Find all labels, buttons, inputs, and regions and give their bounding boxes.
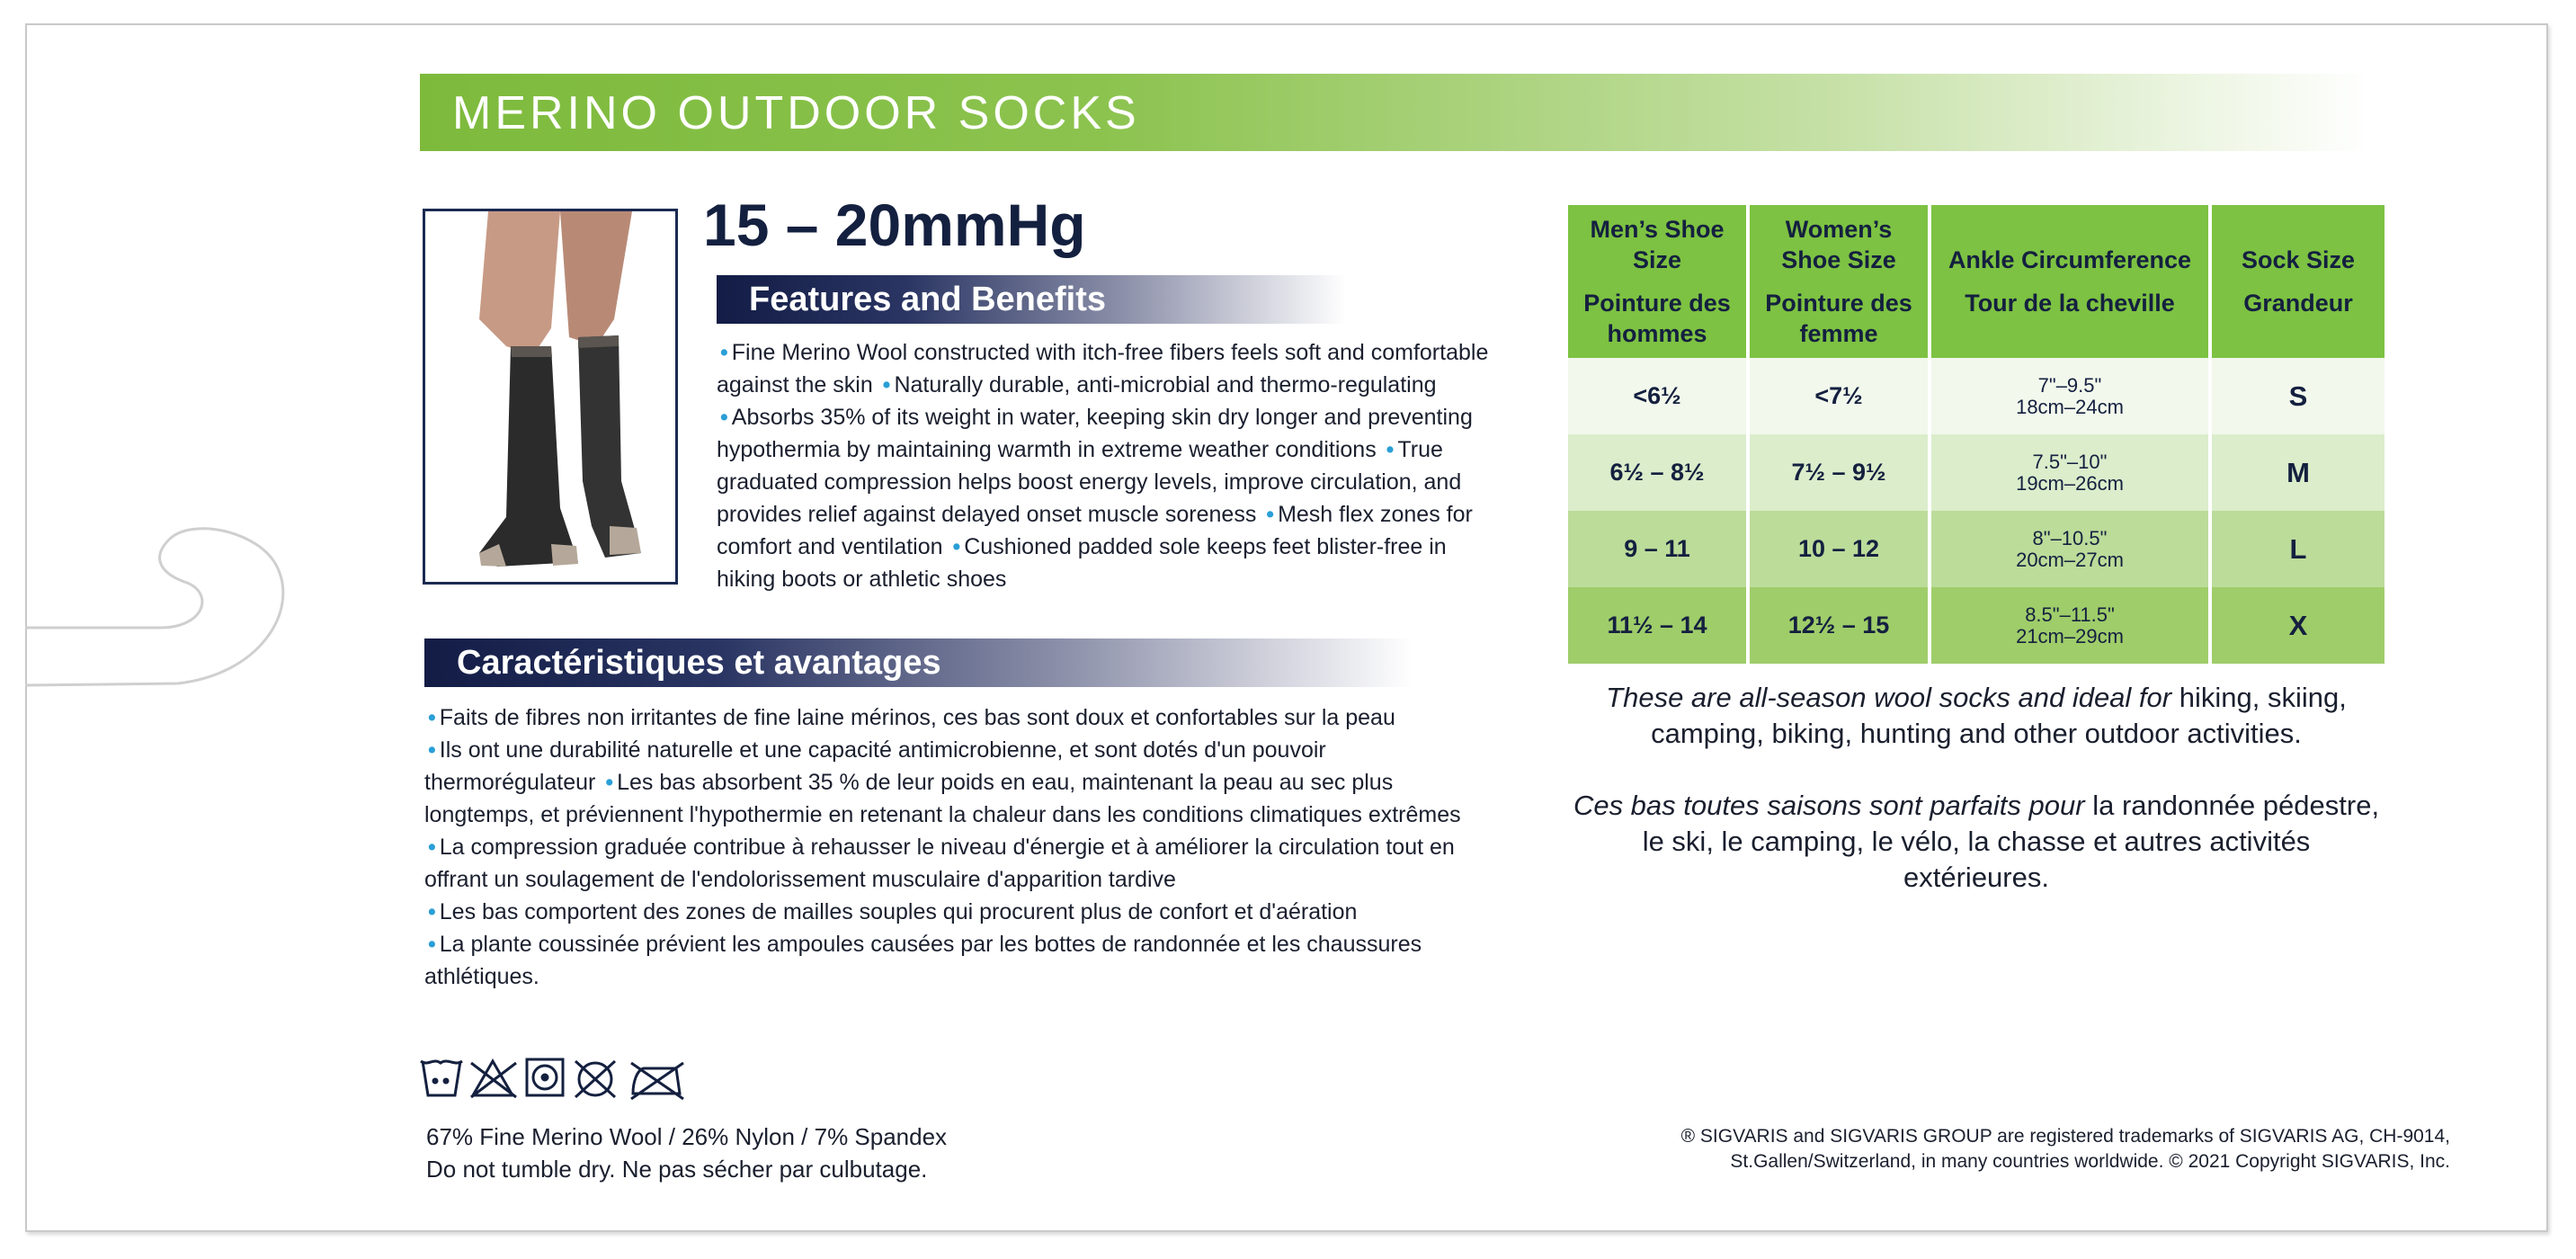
title-banner <box>420 74 2371 151</box>
sock-size-cell: L <box>2210 511 2384 587</box>
feature-fr-3: Les bas absorbent 35 % de leur poids en eau, maintenant la peau au sec plus longtemps, et préviennent l'hypothermie en retenant la chaleur dans les conditions climatiques extrêmes <box>424 770 1461 827</box>
bullet-icon: • <box>1386 437 1395 462</box>
season-note-fr: Ces bas toutes saisons sont parfaits pour la randonnée pédestre, le ski, le camping, le vélo, la chasse et autres activités extérieures. <box>1573 790 2380 893</box>
table-row <box>1568 358 2384 434</box>
header-sock-size: Sock Size Grandeur <box>2210 205 2384 358</box>
header-womens-size: Women’s Shoe Size Pointure des femme <box>1748 205 1930 358</box>
bullet-icon: • <box>428 899 436 924</box>
feature-en-3: Absorbs 35% of its weight in water, keeping skin dry longer and preventing hypothermia by maintaining warmth in extreme weather conditions <box>717 405 1473 462</box>
table-row <box>1568 587 2384 664</box>
feature-en-5: Mesh flex zones for comfort and ventilation <box>717 502 1473 559</box>
fabric-info <box>426 1121 947 1185</box>
mens-size-cell: 11½ – 14 <box>1568 587 1748 664</box>
womens-size-cell: 10 – 12 <box>1748 511 1930 587</box>
legal-notice <box>1641 1124 2450 1174</box>
care-instruction: Do not tumble dry. Ne pas sécher par culbutage. <box>426 1156 928 1183</box>
womens-size-cell: 7½ – 9½ <box>1748 434 1930 511</box>
feature-en-4: True graduated compression helps boost energy levels, improve circulation, and provides relief against delayed onset muscle soreness <box>717 437 1462 527</box>
hand-wash-icon <box>421 1061 462 1095</box>
womens-size-cell: 12½ – 15 <box>1748 587 1930 664</box>
tumble-dry-icon <box>527 1059 563 1095</box>
feature-fr-6: La plante coussinée prévient les ampoules causées par les bottes de randonnée et les chaussures athlétiques. <box>424 932 1422 989</box>
do-not-iron-icon <box>631 1063 683 1099</box>
size-chart-header <box>1568 205 2384 358</box>
bullet-icon: • <box>720 405 728 430</box>
feature-fr-1: Faits de fibres non irritantes de fine laine mérinos, ces bas sont doux et confortables sur la peau <box>439 705 1395 730</box>
mens-size-cell: 6½ – 8½ <box>1568 434 1748 511</box>
feature-en-2: Naturally durable, anti-microbial and thermo-regulating <box>894 372 1437 397</box>
feature-fr-5: Les bas comportent des zones de mailles souples qui procurent plus de confort et d'aération <box>439 899 1358 924</box>
bullet-icon: • <box>882 372 891 397</box>
ankle-cell: 7"–9.5" 18cm–24cm <box>1930 358 2210 434</box>
legal-line-1: ® SIGVARIS and SIGVARIS GROUP are registered trademarks of SIGVARIS AG, CH-9014, <box>1680 1126 2450 1147</box>
feature-en-1: Fine Merino Wool constructed with itch-free fibers feels soft and comfortable against the skin <box>717 340 1489 397</box>
features-text-en <box>717 336 1499 595</box>
ankle-cell: 8.5"–11.5" 21cm–29cm <box>1930 587 2210 664</box>
table-row <box>1568 511 2384 587</box>
header-mens-size: Men’s Shoe Size Pointure des hommes <box>1568 205 1748 358</box>
bullet-icon: • <box>952 534 961 559</box>
sock-legs-illustration <box>425 211 675 582</box>
sock-size-cell: S <box>2210 358 2384 434</box>
bullet-icon: • <box>428 835 436 860</box>
mens-size-cell: <6½ <box>1568 358 1748 434</box>
feature-en-6: Cushioned padded sole keeps feet blister-free in hiking boots or athletic shoes <box>717 534 1447 592</box>
ankle-cell: 8"–10.5" 20cm–27cm <box>1930 511 2210 587</box>
bullet-icon: • <box>428 932 436 957</box>
feature-fr-2: Ils ont une durabilité naturelle et une capacité antimicrobienne, et sont dotés d'un pouvoir thermorégulateur <box>424 737 1326 795</box>
compression-level: 15 – 20mmHg <box>703 192 1086 258</box>
page-title: MERINO OUTDOOR SOCKS <box>452 87 1140 139</box>
do-not-dry-clean-icon <box>575 1061 615 1097</box>
do-not-bleach-icon <box>471 1061 516 1097</box>
size-chart <box>1568 205 2384 664</box>
womens-size-cell: <7½ <box>1748 358 1930 434</box>
features-heading-fr: Caractéristiques et avantages <box>424 638 1413 687</box>
bullet-icon: • <box>428 705 436 730</box>
product-photo <box>423 209 678 585</box>
season-note <box>1568 680 2384 932</box>
sock-size-cell: M <box>2210 434 2384 511</box>
table-row <box>1568 434 2384 511</box>
ankle-cell: 7.5"–10" 19cm–26cm <box>1930 434 2210 511</box>
bullet-icon: • <box>1266 502 1275 527</box>
hanger-hook-outline <box>25 468 313 701</box>
bullet-icon: • <box>428 737 436 763</box>
season-note-en: These are all-season wool socks and ideal for hiking, skiing, camping, biking, hunting and other outdoor activities. <box>1606 682 2347 749</box>
fabric-composition: 67% Fine Merino Wool / 26% Nylon / 7% Spandex <box>426 1123 948 1150</box>
care-icons <box>419 1054 698 1101</box>
bullet-icon: • <box>720 340 728 365</box>
sock-size-cell: X <box>2210 587 2384 664</box>
legal-line-2: St.Gallen/Switzerland, in many countries worldwide. © 2021 Copyright SIGVARIS, Inc. <box>1730 1151 2450 1172</box>
features-heading-en: Features and Benefits <box>717 275 1346 324</box>
mens-size-cell: 9 – 11 <box>1568 511 1748 587</box>
header-ankle: Ankle Circumference Tour de la cheville <box>1930 205 2210 358</box>
bullet-icon: • <box>605 770 614 795</box>
feature-fr-4: La compression graduée contribue à rehausser le niveau d'énergie et à améliorer la circulation tout en offrant un soulagement de l'endolorissement musculaire d'apparition tardive <box>424 835 1455 892</box>
features-text-fr <box>424 701 1467 993</box>
